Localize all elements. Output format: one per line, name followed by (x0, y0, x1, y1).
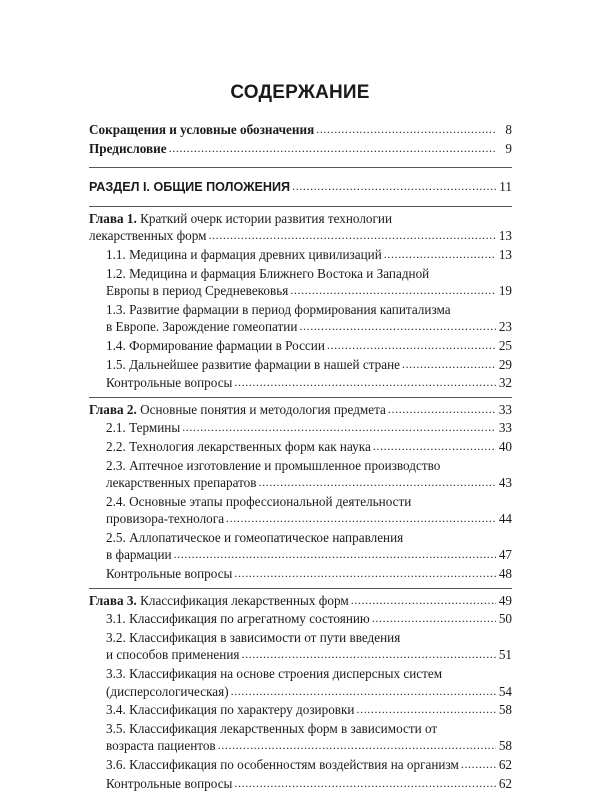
toc-entry-page: 62 (498, 757, 512, 772)
toc-entry[interactable] (89, 610, 512, 629)
toc-entry-title[interactable]: 3.2. Классификация в зависимости от пути введения (106, 629, 401, 645)
toc-entry-page: 40 (498, 438, 512, 454)
toc-entry-title: Предисловие (89, 140, 167, 156)
toc-entry-page: 43 (498, 475, 512, 491)
toc-entry-page: 47 (498, 547, 512, 563)
toc-entry-title: Контрольные вопросы (106, 375, 233, 391)
leader-dots (384, 246, 496, 264)
toc-chapter-heading[interactable] (89, 592, 512, 611)
toc-entry-title: Контрольные вопросы (106, 775, 233, 791)
toc-entry-title[interactable]: 2.4. Основные этапы профессиональной деятельности (106, 493, 412, 509)
toc-entry-page: 13 (498, 228, 512, 244)
toc-entry[interactable] (89, 775, 512, 793)
toc-entry-title-cont: и способов применения (106, 647, 240, 663)
toc-entry-page: 50 (498, 611, 512, 627)
toc-entry-title-cont: Европы в период Средневековья (106, 283, 289, 299)
toc-entry-title-cont: (дисперсологическая) (106, 683, 229, 699)
leader-dots (259, 474, 496, 492)
leader-dots (226, 510, 496, 528)
leader-dots (316, 121, 496, 139)
toc-entry-page: 32 (498, 375, 512, 391)
toc-entry[interactable] (89, 701, 512, 720)
leader-dots (357, 701, 497, 719)
toc-entry-title-cont: в фармации (106, 547, 172, 563)
toc-entry-title: 2.2. Технология лекарственных форм как наука (106, 438, 371, 454)
leader-dots (290, 282, 496, 300)
toc-chapter-heading-cont[interactable] (89, 227, 512, 246)
toc-entry[interactable] (89, 438, 512, 457)
chapter-block-1 (89, 206, 512, 397)
toc-entry-page: 62 (498, 775, 512, 791)
toc-entry-title: Контрольные вопросы (106, 566, 233, 582)
toc-entry-title[interactable]: 2.5. Аллопатическое и гомеопатическое направления (106, 529, 404, 545)
toc-entry-title: 3.4. Классификация по характеру дозировки (106, 702, 355, 718)
leader-dots (351, 592, 496, 610)
toc-entry[interactable] (89, 356, 512, 375)
chapter-title: Основные понятия и методология предмета (140, 401, 386, 417)
toc-entry-title: 3.6. Классификация по особенностям воздействия на организм (106, 757, 459, 772)
toc-entry-page: 13 (498, 246, 512, 262)
section-block (89, 167, 512, 197)
leader-dots (182, 419, 496, 437)
toc-entry-title: Сокращения и условные обозначения (89, 122, 315, 137)
toc-entry-page: 58 (498, 702, 512, 718)
toc-entry[interactable] (89, 546, 512, 565)
leader-dots (174, 546, 496, 564)
toc-entry-page: 9 (505, 140, 512, 156)
toc-entry-page: 51 (498, 647, 512, 663)
chapter-block-3 (89, 588, 512, 793)
toc-entry-title: 1.4. Формирование фармации в России (106, 337, 325, 353)
toc-entry-page: 33 (498, 401, 512, 417)
toc-entry-page: 19 (498, 283, 512, 299)
toc-entry-abbreviations[interactable] (89, 121, 512, 140)
toc-entry-title[interactable]: 3.5. Классификация лекарственных форм в зависимости от (106, 720, 438, 736)
toc-entry-page: 11 (499, 179, 512, 195)
leader-dots (292, 178, 496, 196)
leader-dots (234, 374, 496, 392)
toc-entry-page: 23 (498, 319, 512, 335)
chapter-label: Глава 1. (89, 210, 137, 226)
toc-entry-title[interactable]: 3.3. Классификация на основе строения дисперсных систем (106, 666, 443, 682)
toc-entry-page: 48 (498, 566, 512, 582)
toc-entry-page: 54 (498, 683, 512, 699)
chapter-title: Краткий очерк истории развития технологии (140, 210, 393, 226)
toc-entry-page: 58 (498, 738, 512, 754)
toc-entry-title-cont: лекарственных препаратов (106, 475, 257, 491)
toc-entry-title: 1.5. Дальнейшее развитие фармации в нашей стране (106, 356, 400, 372)
leader-dots (218, 737, 496, 755)
toc-entry[interactable] (89, 474, 512, 493)
leader-dots (402, 356, 496, 374)
toc-entry-page: 49 (498, 592, 512, 608)
toc-entry-page: 29 (498, 356, 512, 372)
toc-entry-preface[interactable] (89, 140, 512, 159)
toc-entry-title-cont: возраста пациентов (106, 738, 216, 754)
leader-dots (169, 140, 496, 158)
toc-entry-title: 2.1. Термины (106, 420, 181, 436)
leader-dots (208, 227, 496, 245)
toc-entry-title-cont: в Европе. Зарождение гомеопатии (106, 319, 298, 335)
toc-entry-page: 33 (498, 420, 512, 436)
leader-dots (299, 318, 496, 336)
table-of-contents (89, 121, 512, 793)
toc-entry[interactable] (89, 374, 512, 393)
toc-entry-page: 25 (498, 337, 512, 353)
toc-entry[interactable] (89, 737, 512, 756)
leader-dots (461, 756, 496, 774)
toc-entry-title[interactable]: 2.3. Аптечное изготовление и промышленное производство (106, 457, 441, 473)
toc-chapter-heading[interactable] (89, 401, 512, 420)
toc-entry[interactable] (89, 282, 512, 301)
chapter-label: Глава 2. (89, 401, 137, 417)
toc-entry[interactable] (89, 337, 512, 356)
leader-dots (231, 683, 496, 701)
toc-entry[interactable] (89, 646, 512, 665)
chapter-label: Глава 3. (89, 592, 137, 608)
toc-entry[interactable] (89, 756, 512, 775)
toc-entry-section-1[interactable] (89, 178, 512, 197)
toc-entry[interactable] (89, 683, 512, 702)
toc-entry-title: 1.1. Медицина и фармация древних цивилизаций (106, 246, 382, 262)
chapter-title: Классификация лекарственных форм (140, 592, 349, 608)
front-matter (89, 121, 512, 158)
toc-entry-title: РАЗДЕЛ I. ОБЩИЕ ПОЛОЖЕНИЯ (89, 180, 291, 195)
toc-entry-title[interactable]: 1.2. Медицина и фармация Ближнего Востока и Западной (106, 265, 430, 281)
leader-dots (373, 438, 496, 456)
chapter-title-cont: лекарственных форм (89, 228, 207, 244)
leader-dots (327, 337, 496, 355)
toc-entry[interactable] (89, 419, 512, 438)
leader-dots (241, 646, 496, 664)
page-title: СОДЕРЖАНИЕ (230, 82, 370, 103)
toc-entry[interactable] (89, 318, 512, 337)
toc-entry[interactable] (89, 510, 512, 529)
toc-entry-page: 44 (498, 511, 512, 527)
toc-chapter-heading[interactable] (89, 210, 512, 228)
leader-dots (234, 775, 496, 793)
leader-dots (388, 401, 496, 419)
toc-entry-title-cont: провизора-технолога (106, 511, 225, 527)
toc-entry-title: 3.1. Классификация по агрегатному состоянию (106, 611, 370, 627)
toc-entry[interactable] (89, 565, 512, 584)
leader-dots (234, 565, 496, 583)
toc-entry-title[interactable]: 1.3. Развитие фармации в период формирования капитализма (106, 301, 451, 317)
leader-dots (372, 610, 496, 628)
toc-entry[interactable] (89, 246, 512, 265)
chapter-block-2 (89, 397, 512, 588)
toc-entry-page: 8 (505, 122, 512, 137)
